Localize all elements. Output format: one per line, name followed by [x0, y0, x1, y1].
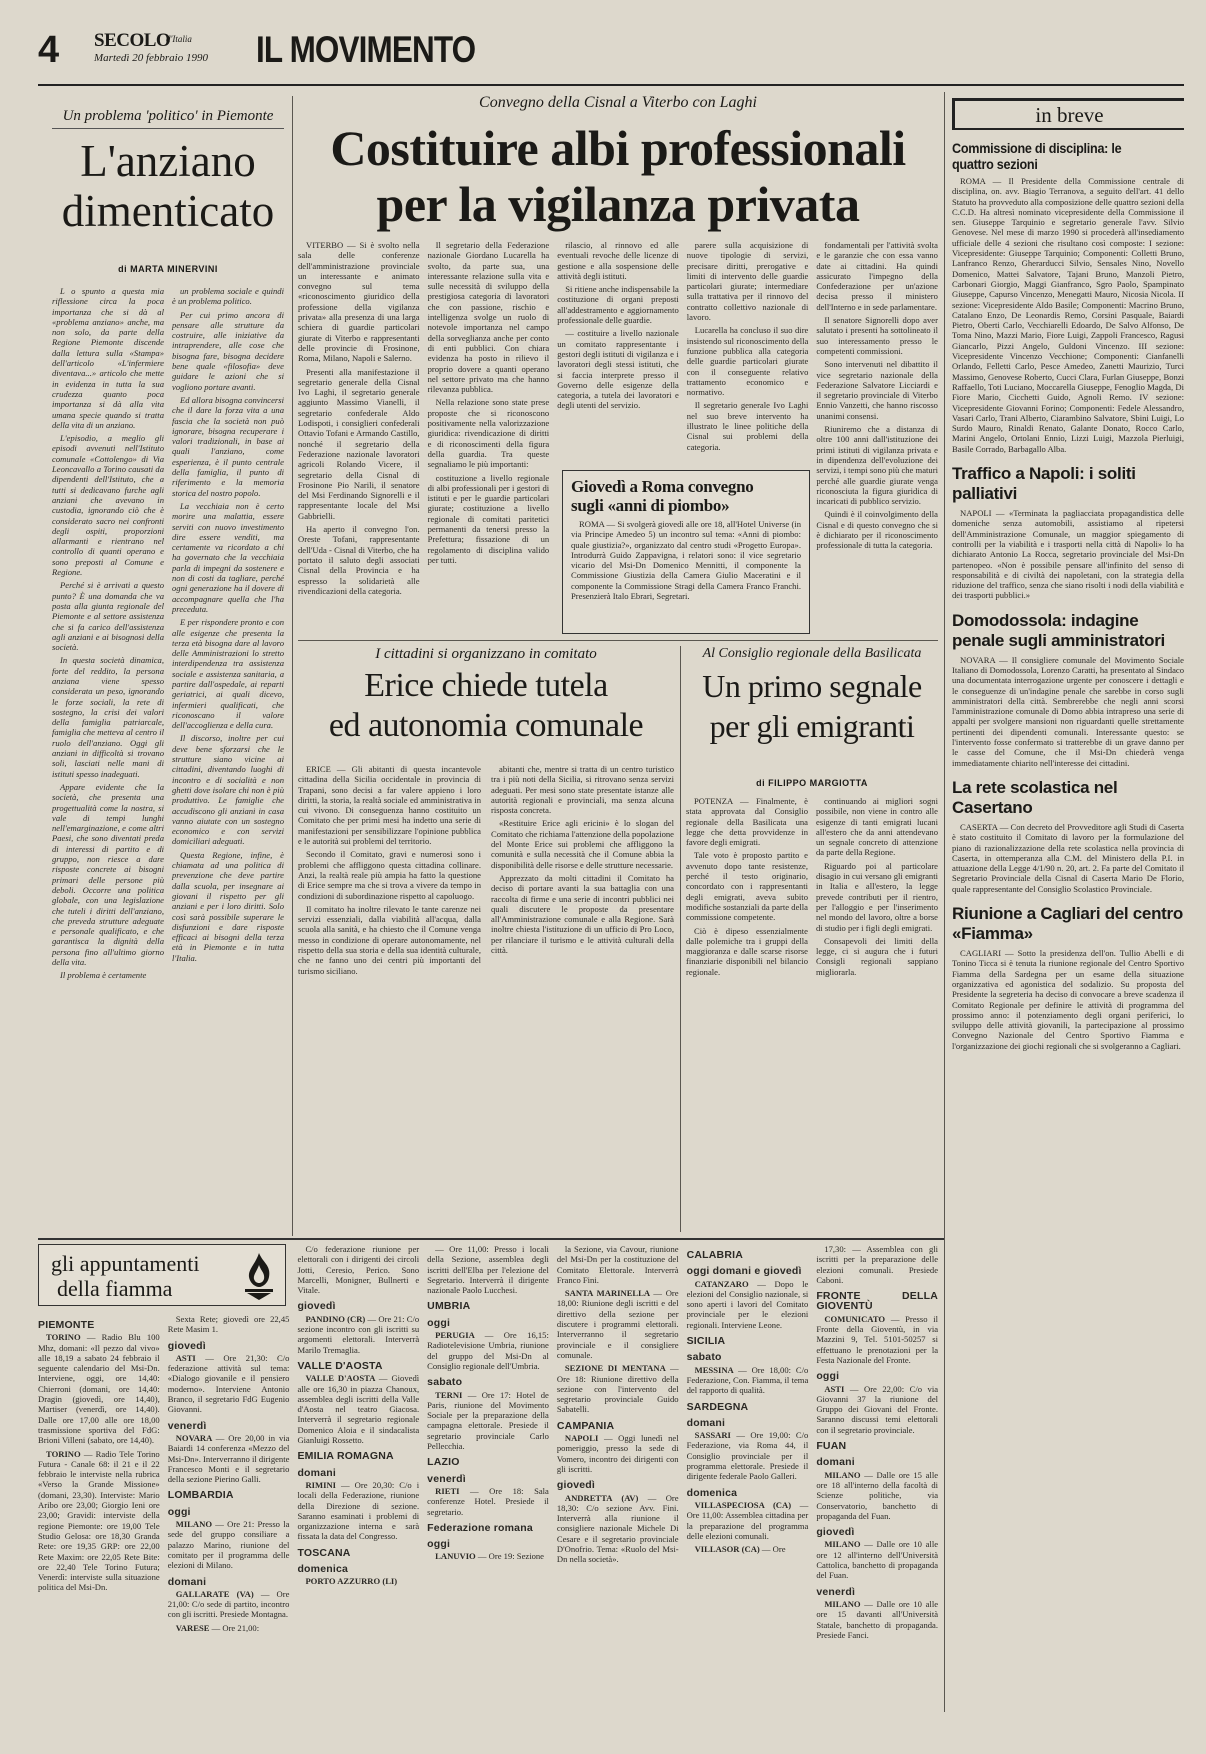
paragraph: L o spunto a questa mia riflessione circa la poca importanza che si dà al «problema anziano» anche, ma non solo, da parte della Regione Piemonte discende dalla lettura sulla «Stampa» dell'articolo «L'infermiere diventava...» articolo che mette in evidenza in tutta la sua crudezza quanto poca importanza si dà alla vita umana specie quando si tratta della vita di un anziano. [52, 286, 164, 430]
appointment-text: — Presso il Fronte della Gioventù, in via Mazzini 9, Tel. 5101-50257 si effettuano le prenotazioni per la Festa Nazionale del Fronte. [816, 1313, 939, 1365]
appointment-text: — Dopo le elezioni del Consiglio nazionale, si sono aperti i lavori del Comitato provinciale per le elezioni regionali. Interviene Leone. [686, 1278, 809, 1330]
sidebar-item-text: ROMA — Il Presidente della Commissione centrale di disciplina, on. avv. Biagio Terranova, a seguito dell'art. 41 dello Statuto ha provveduto alla composizione delle quattro sezioni della C.C.D. Ha altresì nominato vicepresidente della Commissione il sen. Giuseppe Tarquinio e segretario generale l'avv. Silvio Genovese. Nel mese di marzo 1990 si procederà all'insediamento ufficiale delle 4 sezioni che risultano così composte: I sezione: Vicepresidente: Giuseppe Tarquinio; Componenti: Colletti Bruno, Lanfranco Renzo, Gherarducci Silvio, Sensales Nino, Novello Domenico, Mattei Salvatore, Tajani Bruno, Manzoli Pietro, Carbonari Giorgio, Maggi Gianfranco, Sgro Paolo, Spampinato Giuseppe, Capurso Vincenzo, Menegatti Mauro, Nicosia Nicola. II sezione: Vicepresidente Aldo Basile; Componenti: Macrino Bruno, Catalano Enzo, De Leonardis Remo, Corsini Pasquale, Baiardi Pietro, Oberti Carlo, Vecchiarelli Edoardo, De Salvo Alfonso, De Toma Nino, Mazzi Mario, Fiore Luigi, Zappoli Francesco, Ragusi Giancarlo, Pizzi Angelo, Guldoni Vincenzo. III sezione: Vicepresidente Vincenzo Vecchione; Componenti: Cianfanelli Orlando, Felletti Carlo, Pesce Amedeo, Zanetti Maurizio, Turci Massimo, Genovese Roberto, Cucci Clara, Furlan Giuseppe, Bonzi Raffaello, Toti Luciano, Moccarella Giuseppe, Fenoglio Magda, Di Fiore Mario, Cicchetti Guido, Agnoli Remo. IV sezione: Vicepresidente Giovanni Forino; Componenti: Fedele Alessandro, Vasari Carlo, Trani Alberto, Ciarambino Salvatore, Sbini Luigi, Lo Surdo Mauro, Rinaldi Renato, Galante Donato, Rocco Carlo, Marini Angelo, Ortolani Ennio, Lizzi Luigi, Mazzola Pierluigi, Basile Corrado, Barbagallo Alba. [952, 176, 1184, 454]
appointment-region: domani [167, 1575, 207, 1588]
appointment-region: venerdì [427, 1472, 466, 1485]
appointment-item [687, 1500, 809, 1541]
paragraph: Riguardo poi al particolare disagio in cui versano gli emigranti in Italia e all'estero, la legge prevede contributi per il rientro, per l'alloggio e per l'inserimento nel mondo del lavoro, oltre a borse di studio per i figli degli emigrati. [816, 860, 938, 933]
appointment-region: VALLE D'AOSTA [297, 1359, 383, 1372]
appointment-place: TERNI [435, 1389, 468, 1400]
article-albi [298, 92, 938, 637]
appointment-place: VALLE D'AOSTA [305, 1373, 379, 1384]
body-column-3 [557, 240, 679, 410]
article-anziano [52, 96, 284, 1232]
article-body [52, 286, 284, 1226]
masthead-rule [38, 84, 1184, 86]
appointment-place: SASSARI [694, 1430, 737, 1441]
sidebar-item-text: CASERTA — Con decreto del Provveditore agli Studi di Caserta è stato costituito il Comitato di lavoro per la formulazione del piano di razionalizzazione della rete scolastica nella provincia di Caserta, in ottemperanza alla C.M. del Ministero della P.I. in attuazione della Legge 4/1/90 n. 20, art. 2. Fa parte del Comitato il Segretario Provinciale della Cisnal di Caserta Mario De Florio, quale rappresentante del Consiglio Scolastico Provinciale. [952, 821, 1184, 894]
paper-sub: d'Italia [166, 34, 192, 44]
column-rule [292, 96, 293, 1236]
paragraph: Riuniremo che a distanza di oltre 100 anni dall'istituzione dei primi istituti di vigilanza privata e in dipendenza dell'evoluzione dei servizi, i tempi sono più che maturi perché alle guardie giurate venga riconosciuta la figura giuridica di incaricati di pubblico servizio. [816, 424, 938, 507]
appointment-text: — Ore 21: Presso la sede del gruppo consiliare a palazzo Marino, riunione del comitato per il programma delle elezioni di Milano. [167, 1519, 290, 1571]
paragraph: fondamentali per l'attività svolta e le garanzie che con essa vanno date ai cittadini. Ha quindi assicurato l'impegno della Confederazione per un'azione decisa presso il ministero dell'Interno e in sede parlamentare. [816, 240, 938, 312]
sidebar-item [952, 464, 1184, 601]
paragraph: Il segretario della Federazione nazionale Giordano Lucarella ha svolto, da parte sua, una interessante relazione sulla vita e sulle necessità di sviluppo della prestigiosa categoria di lavoratori che con passione, rischio e intelligenza svolge un ruolo di notevole importanza nel campo della sorveglianza anche per conto di enti pubblici. Con chiara evidenza ha posto in rilievo il proprio dovere a quanti operano nel settore privato ma che hanno rilevanza pubblica. [427, 240, 550, 395]
appointment-text: — Ore 17: Hotel de Paris, riunione del Movimento Sociale per la preparazione della campagna elettorale. Presiede il segretario provinciale Carlo Pellecchia. [427, 1389, 549, 1452]
kicker-rule [52, 128, 284, 129]
paragraph: Ciò è dipeso essenzialmente dalle polemiche tra i gruppi della maggioranza e dalle scarse risorse finanziarie disponibili nel bilancio regionale. [686, 925, 808, 977]
appointment-item [427, 1330, 549, 1371]
appuntamenti-title-line-2: della fiamma [57, 1276, 173, 1301]
appointment-place: MILANO [175, 1519, 216, 1530]
appointment-region: Federazione romana [427, 1521, 533, 1534]
sidebar-item [952, 140, 1184, 454]
appointment-text: 17,30: — Assemblea con gli iscritti per la preparazione delle elezioni comunali. Presiede Caboni. [816, 1244, 939, 1285]
appointment-region: venerdì [167, 1419, 207, 1432]
title-line-1: Costituire albi professionali [330, 120, 906, 176]
appuntamenti-column-5 [557, 1244, 679, 1714]
paragraph: Ed allora bisogna convincersi che il dare la forza vita a una fascia che la società non può ignorare, bisogna recuperare i valori tradizionali, in base ai quali l'anziano, come esperienza, è il punto centrale della famiglia, il punto di riferimento e la memoria storica del nostro popolo. [172, 394, 284, 498]
appointment-text: — Ore 20,30: C/o i locali della Federazione, riunione della Direzione di sezione. Saranno esaminati i problemi di organizzazione interna e sarà fissata la data del Congresso. [297, 1479, 420, 1542]
article-title [298, 666, 674, 746]
appointment-item [557, 1288, 679, 1360]
appointment-region: domani [297, 1466, 336, 1479]
appointment-place: PERUGIA [435, 1330, 485, 1341]
appointment-item [427, 1390, 549, 1452]
paragraph: Perché si è arrivati a questo punto? È una domanda che va posta alla giunta regionale del Piemonte e al settore assistenza che si fa carico dell'assistenza agli anziani e ai bisognosi della società. [52, 580, 164, 653]
appointment-text: — Ore 21,30: C/o federazione attività sul tema: «Dialogo giovanile e il pensiero moderno». Interviene Antonio Branco, il segretario FdG Eugenio Giovanni. [167, 1352, 290, 1415]
appointment-text: — Ore 19: Sezione [477, 1551, 544, 1562]
article-erice [298, 646, 674, 1232]
paragraph: Questa Regione, infine, è chiamata ad una politica di prevenzione che deve partire dalla scuola, per insegnare ai giovani il rispetto per gli anziani e per i loro diritti. Solo così sarà possibile superare le disfunzioni e dare risposte efficaci ai bisogni della terza età in Piemonte e in tutta l'Italia. [172, 849, 284, 963]
title-line-1: Erice chiede tutela [364, 667, 608, 704]
appointment-region: domenica [297, 1563, 349, 1576]
title-line-1: Un primo segnale [702, 668, 922, 704]
appuntamenti-columns [38, 1244, 938, 1714]
appointment-place: TORINO [46, 1332, 87, 1343]
appointment-place: MESSINA [694, 1364, 739, 1375]
sidebar-item [952, 904, 1184, 1051]
appointment-place: GALLARATE (VA) [175, 1588, 261, 1599]
body-column-2 [428, 240, 550, 634]
paragraph: Presenti alla manifestazione il segretario generale della Cisnal Ivo Laghi, il segretario generale aggiunto Massimo Vianelli, il segretario confederale Aldo Lodispoti, i consiglieri confederali Ottavio Tofani e Armando Castillo, nonché il segretario della Federazione nazionale lavoratori agricoli Rolando Vicere, il segretario della Cisnal di Frosinone Pio Narili, il senatore del Msi Ferdinando Signorelli e il rappresentante locale del Msi Gabbrielli. [298, 366, 420, 521]
appointment-item [557, 1433, 679, 1474]
article-emigranti [686, 646, 938, 1232]
appointment-place: SEZIONE DI MENTANA [564, 1363, 670, 1374]
paragraph: Lucarella ha concluso il suo dire insistendo sul riconoscimento della funzione pubblica alla categoria delle guardie particolari giurate con il conseguente relativo trattamento economico e normativo. [686, 325, 809, 398]
appointment-text: — Ore 11,00: Presso i locali della Sezione, assemblea degli iscritti dell'Elba per l'elezione del Segretario. Interverrà il dirigente nazionale Paolo Lucchesi. [427, 1244, 549, 1296]
box-title-line-1: Giovedì a Roma convegno [571, 477, 754, 496]
appointment-text: — Dalle ore 10 alle ore 12 all'interno dell'Università Cattolica, banchetto di propaganda del Fuan. [816, 1539, 939, 1581]
appointment-item [297, 1244, 419, 1295]
sidebar-item-title: Domodossola: indagine penale sugli amministratori [952, 610, 1165, 650]
body-column-1 [52, 286, 164, 1226]
appointment-place: PANDINO (CR) [305, 1313, 368, 1324]
paragraph: un problema sociale e quindi è un problema politico. [172, 286, 284, 307]
appointment-item [687, 1365, 809, 1396]
sidebar-item-title: Traffico a Napoli: i soliti palliativi [952, 464, 1136, 504]
sidebar-item [952, 611, 1184, 768]
appointment-text: — Ore 11,00: Assemblea cittadina per la preparazione del programma delle elezioni comunali. [686, 1499, 809, 1541]
title-line-2: per gli emigranti [709, 708, 915, 744]
article-title [52, 136, 284, 236]
sidebar-in-breve [952, 96, 1184, 1716]
paragraph: Tale voto è proposto partito e avvenuto dopo tante resistenze, perché il testo originario, concordato con i rappresentanti degli emigrati, aveva subito modifiche sostanziali da parte della commissione competente. [686, 850, 808, 923]
paragraph: ERICE — Gli abitanti di questa incantevole cittadina della Sicilia occidentale in provincia di Trapani, sono decisi a far valere appieno i loro diritti, la storia, la realtà sociale ed amministrativa in cui vivono. Di conseguenza hanno costituito un Comitato che per primi mesi ha indetto una serie di manifestazioni per sensibilizzare l'opinione pubblica e le autorità sui problemi del territorio. [298, 764, 481, 847]
article-byline: di FILIPPO MARGIOTTA [756, 778, 868, 788]
appointment-region: giovedì [297, 1300, 336, 1313]
paragraph: Il problema è certamente [60, 970, 147, 981]
appointment-place: PORTO AZZURRO (LI) [305, 1576, 398, 1587]
article-body [298, 764, 674, 1228]
body-column-2 [491, 764, 674, 1228]
appuntamenti-title-line-1: gli appuntamenti [51, 1251, 200, 1276]
paragraph: Il comitato ha inoltre rilevato le tante carenze nei servizi essenziali, dalla viabilità all'acqua, dalla scuola alla sanità, e ha chiesto che il Comune venga messo in condizione di operare autonomamente, nel rispetto della sua storia e della sua identità culturale, che ne fanno uno dei centri più importanti del turismo siciliano. [298, 903, 481, 976]
appointment-region: SARDEGNA [686, 1400, 749, 1413]
sidebar-items [952, 140, 1184, 1710]
paragraph: Il segretario generale Ivo Laghi nel suo breve intervento ha illustrato le linee politiche della Cisnal sui problemi della categoria. [686, 400, 809, 452]
appointment-region: CAMPANIA [556, 1419, 615, 1432]
appointment-item [168, 1589, 290, 1620]
sidebar-item-title: La rete scolastica nel Casertano [952, 777, 1118, 817]
appointment-item [557, 1363, 679, 1414]
appointment-text: — Radio Tele Torino Futura - Canale 68: il 21 e il 22 febbraio le interviste nella rubrica «Verso la Grande Missione» (domani, 23,30). Interviste: Mario Aribo ore 23,00; Giorgio Ieni ore 23,00; Gravidi: interviste della regione Piemonte: ore 19,00 Tele Studio Gelosa: ore 18,30 Granda Rete: ore 19,35 GRP: ore 22,00 Rete Maxim: ore 22,05 Rete Bite: ore 22,40 Tele Torino Futura; Venerdì: interviste sulla situazione politica del Msi-Dn. [38, 1448, 160, 1593]
appuntamenti [38, 1244, 938, 1714]
title-line-1: L'anziano [80, 136, 256, 186]
appuntamenti-column-4 [427, 1244, 549, 1714]
body-column-2 [172, 286, 284, 1226]
appointment-text: — Ore 21: C/o sezione incontro con gli iscritti su argomenti elettorali. Interverrà Marilo Tremaglia. [297, 1313, 420, 1355]
center-rule [298, 640, 938, 641]
appointment-text: — Ore 18: Riunione direttivo della sezione con l'intervento del segretario provinciale Guido Sabatelli. [556, 1363, 679, 1415]
article-byline: di MARTA MINERVINI [118, 264, 218, 274]
paragraph: Si ritiene anche indispensabile la costituzione di organi preposti all'addestramento e aggiornamento professionale delle guardie. [557, 284, 679, 326]
paragraph: Apprezzato da molti cittadini il Comitato ha deciso di portare avanti la sua battaglia con una raccolta di firme e una serie di incontri pubblici nei quali discutere le proposte da presentare all'Amministrazione comunale e alla Regione. Sarà inoltre chiesta l'istituzione di un ufficio di Pro Loco, per rilanciare il turismo e le attività culturali della città. [491, 872, 674, 956]
paper-name: SECOLO [94, 30, 171, 51]
appointment-text: — Dalle ore 15 alle ore 18 all'interno della facoltà di Scienze politiche, via Conservatorio, banchetto di propaganda del Fuan. [816, 1469, 939, 1521]
sidebar-item-text: NAPOLI — «Terminata la pagliacciata propagandistica delle domeniche senza automobili, assistiamo al ripetersi dell'Amministrazione Comunale, un maggior spiegamento di controlli per la viabilità e i trasporti nella città di Napoli» lo ha dichiarato Antonio La Rocca, segretario provinciale del Msi-Dn partenopeo. «Non è possibile pensare all'infinito del senso di responsabilità e di civiltà dei napoletani, con la strategia della riduzione del traffico, senza che siano risolti i nodi della viabilità e dei trasporti pubblici.» [952, 508, 1184, 601]
paragraph: «Restituire Erice agli ericini» è lo slogan del Comitato che richiama l'attenzione della popolazione del Monte Erice sui problemi che affliggono la comunità e sulla necessità che il Comune abbia la disponibilità delle risorse e delle strutture necessarie. [491, 818, 674, 870]
appointment-place: SANTA MARINELLA [564, 1288, 654, 1299]
appointment-region: giovedì [556, 1479, 596, 1492]
article-kicker: I cittadini si organizzano in comitato [375, 646, 597, 662]
appointment-item [168, 1353, 290, 1415]
paragraph: abitanti che, mentre si tratta di un centro turistico tra i più noti della Sicilia, si ritrovano senza servizi adeguati. Per mesi sono state presentate istanze alle autorità regionali e provinciali, ma senza alcuna risposta concreta. [491, 764, 674, 816]
appointment-item [687, 1279, 809, 1330]
article-title [298, 120, 938, 232]
appointment-region: oggi [427, 1538, 451, 1551]
appointment-text: la Sezione, via Cavour, riunione del Msi-Dn per la costituzione del Comitato Elettorale. Interverrà Franco Fini. [556, 1244, 679, 1285]
appointment-region: FUAN [816, 1440, 847, 1453]
appointment-region: giovedì [816, 1526, 855, 1539]
appointment-place: COMUNICATO [824, 1313, 891, 1324]
paragraph: Ha aperto il convegno l'on. Oreste Tofani, rappresentante dell'Uda - Cisnal di Viterbo, che ha portato il saluto degli associati Cisnal della Provincia e ha espresso la solidarietà alle rivendicazioni della categoria. [298, 524, 420, 596]
paragraph: In questa società dinamica, forte del reddito, la persona anziana viene spesso considerata un peso, ignorando le forze sociali, la rete di sostegno, la crisi dei valori della famiglia patriarcale, famiglia che metteva al centro il ruolo dell'anziano. Oggi gli anziani in difficoltà si trovano soli, lasciati nelle mani di istituti spesso inadeguati. [52, 655, 164, 779]
appointment-region: PIEMONTE [38, 1319, 95, 1331]
appointment-region: EMILIA ROMAGNA [297, 1450, 394, 1463]
body-column-2 [816, 796, 938, 1228]
appointment-item [687, 1430, 809, 1481]
sidebar-title: in breve [1035, 103, 1104, 127]
article-kicker: Al Consiglio regionale della Basilicata [702, 646, 922, 661]
body-column-4 [686, 240, 809, 452]
sidebar-header [952, 98, 1184, 130]
appointment-item [816, 1470, 938, 1521]
section-title: IL MOVIMENTO [256, 29, 476, 70]
appointment-region: sabato [686, 1351, 722, 1364]
appointment-item [557, 1244, 679, 1285]
appointment-region: venerdì [816, 1585, 856, 1598]
appointment-text: — Ore 18,30: C/o sezione Avv. Fini. Interverrà alla riunione il consigliere nazionale Michele Di Cesare e il segretario provinciale D'Onofrio. Tema: «Ruolo del Msi-Dn nella società». [556, 1492, 679, 1565]
paragraph: costituzione a livello regionale di albi professionali per i gestori di istituti e per le guardie particolari giurate; costituzione a livello regionale di comitati paritetici permanenti da tenersi presso la Prefettura; fissazione di un regolamento di disciplina valido per tutti. [427, 472, 550, 565]
appointment-item [427, 1244, 549, 1295]
body-column-5 [816, 240, 938, 634]
appointment-text: — Ore 21,00: [211, 1622, 260, 1633]
appointment-region: giovedì [167, 1339, 206, 1352]
appointment-item [557, 1493, 679, 1565]
appointment-item [297, 1314, 419, 1355]
appointment-text: — Ore 18,00: C/o Federazione, Con. Fiamma, il tema del rapporto di qualità. [686, 1364, 809, 1396]
appointment-text: — Ore 20,00 in via Baiardi 14 conferenza «Mezzo del Msi-Dn». Interverranno il dirigente Francesco Monti e il segretario della sezione Pierino Galli. [167, 1432, 290, 1485]
appointment-text: — Ore 21,00: C/o sede di partito, incontro con gli iscritti. Presiede Montagna. [167, 1588, 290, 1620]
paragraph: continuando ai migliori sogni possibile, non viene in contro alle esigenze di tanti emigrati lucani all'estero che da anni attendevano un segnale concreto di attenzione da parte della Regione. [816, 796, 938, 858]
appointment-region: SICILIA [686, 1335, 726, 1348]
appointment-place: LANUVIO [435, 1551, 478, 1562]
appuntamenti-column-7 [816, 1244, 938, 1714]
appointment-region: oggi [167, 1505, 191, 1518]
box-text: ROMA — Si svolgerà giovedì alle ore 18, all'Hotel Universe (in via Principe Amedeo 5) un incontro sul tema: «Anni di piombo: quale giustizia?», organizzato dal centro studi «Progetto Europa». Introdurrà Guido Zappavigna, i relatori sono: il vice segretario vicario del Msi-Dn Domenico Mennitti, il componente la Commissione Giustizia della Camera Giulio Maceratini e il componente la Commissione Stragi della Camera Franco Franchi. Presenzierà Italo Ebrari, Segretari. [571, 519, 801, 602]
body-column-1 [298, 240, 420, 634]
masthead [38, 28, 1184, 84]
appointment-place: ANDRETTA (AV) [564, 1492, 648, 1503]
appuntamenti-column-1 [38, 1244, 160, 1714]
appointment-text: — Radio Blu 100 Mhz, domani: «Il pezzo dal vivo» alle 18,19 a sabato 24 febbraio il seguente calendario del Msi-Dn. Interviene, oggi, ore 14,40: Chierroni (domani, ore 14,40: Dragin (giovedì, ore 14,40), Martiser (venerdì, ore 14,40). Dalle ore 17,00 alle ore 18,00 trasmissione sportiva del FdG: Brioni Villeni (sabato, ore 14,40). [38, 1332, 160, 1446]
appointment-text: — Ore 16,15: Radiotelevisione Umbria, riunione del gruppo del Msi-Dn al Consiglio regionale dell'Umbria. [427, 1330, 549, 1371]
sidebar-item-title: Commissione di disciplina: le quattro sezioni [952, 140, 1122, 172]
paragraph: Consapevoli dei limiti della legge, ci si augura che i futuri Consigli regionali sappiano migliorarla. [816, 935, 938, 977]
appointment-text: — Ore [761, 1544, 786, 1555]
appointment-item [816, 1599, 938, 1640]
sidebar-item-text: NOVARA — Il consigliere comunale del Movimento Sociale Italiano di Domodossola, Lorenzo Caratti, ha presentato al Sindaco una documentata interrogazione urgente per conoscere i dettagli e le conseguenze di un'indagine penale che sarebbe in corso sugli amministratori della città. Sembrerebbe che negli anni scorsi l'amministrazione comunale di Domo abbia intrapreso una serie di appalti per svolgere mansioni non riguardanti quelle strettamente pertinenti dei dipendenti comunali. Interessante questo: se l'intervento fosse confermato si tratterebbe di un grave danno per le casse del Comune, che il Msi-Dn chiederà venga immediatamente chiarito nell'interesse dei cittadini. [952, 654, 1184, 768]
paragraph: Per cui primo ancora di pensare alle strutture da costruire, alle iniziative da intraprendere, alle cose che bisogna fare, bisogna decidere bene quale «filosofia» deve guidare le azioni che si vogliono portare avanti. [172, 309, 284, 392]
body-column-1 [298, 764, 481, 1228]
column-rule [680, 646, 681, 1232]
appointment-place: VARESE [175, 1622, 212, 1633]
sidebar-item-title: Riunione a Cagliari del centro «Fiamma» [952, 904, 1183, 944]
appointment-place: ASTI [824, 1383, 850, 1394]
appuntamenti-column-6 [687, 1244, 809, 1714]
appointment-item [427, 1551, 549, 1561]
appointment-place: MILANO [824, 1469, 865, 1480]
appointment-place: VILLASPECIOSA (CA) [694, 1499, 800, 1510]
appointment-item [687, 1544, 809, 1554]
sidebar-item [952, 778, 1184, 894]
appointment-region: LAZIO [427, 1456, 460, 1469]
appointment-item [297, 1480, 419, 1542]
appointment-item [427, 1486, 549, 1517]
paragraph: E per rispondere pronto e con alle esigenze che presenta la terza età bisogna dare al lavoro delle Amministrazioni lo stretto interdipendenza tra assistenza sociale e assistenza sanitaria, a partire dall'ospedale, ai reparti geriatrici, ai quali dicevo, infermieri qualificati, che riconoscano il valore dell'accoglienza e della cura. [172, 617, 284, 731]
appointment-place: CATANZARO [694, 1278, 758, 1289]
appointment-region: sabato [427, 1376, 463, 1389]
appointment-place: RIETI [435, 1485, 471, 1496]
page-date: Martedì 20 febbraio 1990 [94, 52, 208, 64]
appointment-item [38, 1332, 160, 1445]
column-rule [944, 92, 945, 1712]
appointment-text: — Giovedì alle ore 16,30 in piazza Chanoux, assemblea degli iscritti della Valle d'Aosta nel teatro Giacosa. Interverrà il segretario regionale Domenico Aloia e il sindacalista Gianluigi Rossetto. [297, 1373, 420, 1446]
appointment-region: domenica [686, 1486, 738, 1499]
appointment-item [168, 1519, 290, 1570]
paragraph: VITERBO — Si è svolto nella sala delle conferenze dell'amministrazione provinciale un interessante e animato convegno sul tema «riconoscimento giuridico della professione della vigilanza privata» alla presenza di una larga schiera di guardie particolari giurate di Viterbo e rappresentanti delle provincie di Frosinone, Roma, Milano, Napoli e Salerno. [298, 240, 420, 364]
paragraph: Nella relazione sono state prese proposte che si riconoscono positivamente nella valorizzazione giuridica: rivendicazione di diritti e di riconoscimenti della figura della guardia. Tra queste segnaliamo le più importanti: [427, 397, 550, 470]
appointment-text: — Oggi lunedì nel pomeriggio, presso la sede di Vomero, incontro dei dirigenti con gli iscritti. [556, 1433, 679, 1474]
paragraph: Il discorso, inoltre per cui deve bene sforzarsi che le strutture siano vicine ai cittadini, diventando luoghi di incontro e di socialità e non ghetti dove isolare chi non è più produttivo. Le famiglie che accudiscono gli anziani in casa vanno aiutate con un sostegno economico e con servizi domiciliari adeguati. [172, 733, 284, 847]
appointment-place: VILLASOR (CA) [694, 1544, 762, 1555]
appointment-region: domani [686, 1416, 726, 1429]
appointment-region: oggi [816, 1370, 840, 1383]
appointment-text: — Ore 22,00: C/o via Giovanni 37 la riunione del Gruppo dei Giovani del Fronte. Saranno discussi temi elettorali con il segretario provinciale. [816, 1383, 939, 1435]
appointment-region: LOMBARDIA [167, 1489, 234, 1502]
paragraph: L'episodio, a meglio gli episodi avvenuti nell'Istituto comunale «Cottolengo» di Via Leoncavallo a Torino causati da dipendenti dell'Istituto, che a tutti si dedicavano furche agli anziani che avevano in custodia, ignorando ciò che è considerato sacro nei confronti degli ospiti, proporzioni allarmanti e rientrano nel controllo di quanti operano e sono preposti al Comune e Regione. [52, 433, 164, 578]
paragraph: parere sulla acquisizione di nuove tipologie di servizi, precisare diritti, prerogative e limiti di intervento delle guardie particolari giurate; intermediare sulla trattativa per il rinnovo del contratto collettivo nazionale di lavoro. [686, 240, 809, 323]
title-line-2: per la vigilanza privata [376, 176, 860, 232]
paragraph: La vecchiaia non è certo morire una malattia, essere serviti con nuovo investimento dire essere venditi, ma certamente va ricordato a chi ha governato che la vecchiaia parla di impegni da sostenere e non di costi da tagliare, perché ogni generazione ha il dovere di accompagnare quella che l'ha preceduta. [172, 500, 284, 614]
paragraph: rilascio, al rinnovo ed alle eventuali revoche delle licenze di gestione e alla sospensione delle attività degli istituti. [557, 240, 679, 281]
appointment-region: domani [816, 1456, 855, 1469]
appointment-item [168, 1623, 290, 1633]
appointment-text: — Ore 18: Sala conferenze Hotel. Presiede il segretario. [427, 1485, 549, 1517]
box-title-line-2: sugli «anni di piombo» [571, 496, 730, 515]
appointment-place: ASTI [175, 1352, 206, 1363]
appointment-text: Sexta Rete; giovedì ore 22,45 Rete Masim 1. [167, 1314, 290, 1335]
appointment-item [816, 1539, 938, 1580]
body-column-1 [686, 796, 808, 1228]
appointment-item [816, 1244, 938, 1285]
appointment-item [816, 1384, 938, 1435]
appointment-region: FRONTE DELLA GIOVENTÙ [816, 1290, 939, 1313]
appointment-item [168, 1433, 290, 1484]
appointment-item [816, 1314, 938, 1365]
appointment-region: oggi domani e giovedì [686, 1265, 802, 1278]
appointment-item [297, 1576, 419, 1586]
appointment-text: — Dalle ore 10 alle ore 15 davanti all'Università Statale, banchetto di propaganda. Presiede Fanci. [816, 1598, 939, 1640]
appuntamenti-column-2 [168, 1244, 290, 1714]
appointment-place: MILANO [824, 1598, 865, 1609]
appointment-place: TORINO [46, 1448, 84, 1459]
appointment-item [168, 1314, 290, 1335]
appointment-place: MILANO [824, 1539, 865, 1550]
sidebar-item-text: CAGLIARI — Sotto la presidenza dell'on. Tullio Abelli e di Tonino Ticca si è tenuta la riunione regionale del Centro Sportivo Fiamma della Sardegna per un esame della situazione organizzativa ed agonistica del sodalizio. Su proposta del Presidente la segreteria ha deciso di convocare a breve scadenza il Comitato Regionale per definire le attività di programma del prossimo anno: il potenziamento degli organi periferici, lo sviluppo delle attività giovanili, la partecipazione al prossimo Convegno Nazionale del Centro Sportivo Fiamma e l'organizzazione dei giochi regionali che si svolgeranno a Cagliari. [952, 948, 1184, 1051]
appointment-place: RIMINI [305, 1479, 342, 1490]
appointment-text: — Ore 19,00: C/o Federazione, via Roma 44, il Consiglio provinciale per il programma elettorale. Presiede il dirigente federale Paolo Galleri. [686, 1430, 809, 1482]
appointment-place: NOVARA [175, 1432, 216, 1443]
paragraph: Il senatore Signorelli dopo aver salutato i presenti ha sottolineato il suo interessamento presso le competenti commissioni. [816, 315, 938, 356]
article-kicker: Convegno della Cisnal a Viterbo con Laghi [479, 94, 757, 111]
appointment-region: TOSCANA [297, 1546, 351, 1559]
appointment-region: UMBRIA [427, 1300, 471, 1313]
article-title [686, 666, 938, 746]
paragraph: Quindi è il coinvolgimento della Cisnal e di questo convegno che si è dichiarato per il riconoscimento professionale di tutta la categoria. [816, 509, 938, 551]
title-line-2: dimenticato [61, 186, 275, 236]
box-giovedi [562, 470, 810, 634]
box-title [571, 477, 801, 515]
appointment-item [38, 1449, 160, 1593]
paragraph: Sono intervenuti nel dibattito il vice segretario nazionale della Federazione Salvatore Licciardi e il segretario provinciale di Viterbo Ennio Vanzetti, che hanno riscosso unanimi consensi. [816, 359, 938, 421]
paragraph: Appare evidente che la società, che presenta una progettualità come la nostra, si vale di tempi lunghi nell'emarginazione, e come altri Paesi, che sono diventati preda di interessi di partito e di gruppo, non riesce a dare risposte concrete ai bisogni primari delle persone più deboli. Occorre una politica globale, con una legislazione che tuteli i diritti dell'anziano, che preveda strutture adeguate e personale qualificato, e che garantisca la dignità della persona fino all'ultimo giorno della vita. [52, 781, 164, 967]
title-line-2: ed autonomia comunale [328, 707, 644, 744]
appuntamenti-column-3 [297, 1244, 419, 1714]
appointment-region: oggi [427, 1316, 451, 1329]
appointment-place: NAPOLI [564, 1433, 604, 1444]
paragraph: — costituire a livello nazionale un comitato rappresentante i gestori degli istituti di vigilanza e i lavoratori degli stessi istituti, che si faccia interprete presso il Governo delle esigenze della categoria, a tutela dei lavoratori e degli utenti del servizio. [557, 328, 679, 411]
article-body [686, 796, 938, 1228]
page-number: 4 [38, 29, 60, 71]
bottom-rule [38, 1238, 944, 1240]
paragraph: Secondo il Comitato, gravi e numerosi sono i problemi che affliggono questa cittadina collinare. Anzi, la realtà reale più ampia ha fatto la questione di Erice sempre ma che si trova a vivere da tempo in condizioni di subordinazione rispetto al capoluogo. [298, 849, 481, 901]
appointment-text: — Ore 18,00: Riunione degli iscritti e del direttivo della sezione per discutere i programmi elettorali. Interverranno il segretario provinciale e il consigliere comunale. [556, 1288, 679, 1360]
appointment-region: CALABRIA [686, 1249, 744, 1261]
appointment-text: C/o federazione riunione per elettorali con i dirigenti dei circoli Jotti, Ceresio, Perico. Sono Marcelli, Monigner, Bullnerti e Vitale. [297, 1244, 420, 1296]
article-kicker: Un problema 'politico' in Piemonte [62, 108, 274, 124]
appointment-item [297, 1373, 419, 1445]
paragraph: POTENZA — Finalmente, è stata approvata dal Consiglio regionale della Basilicata una legge che detta provvidenze in favore degli emigrati. [686, 796, 808, 848]
